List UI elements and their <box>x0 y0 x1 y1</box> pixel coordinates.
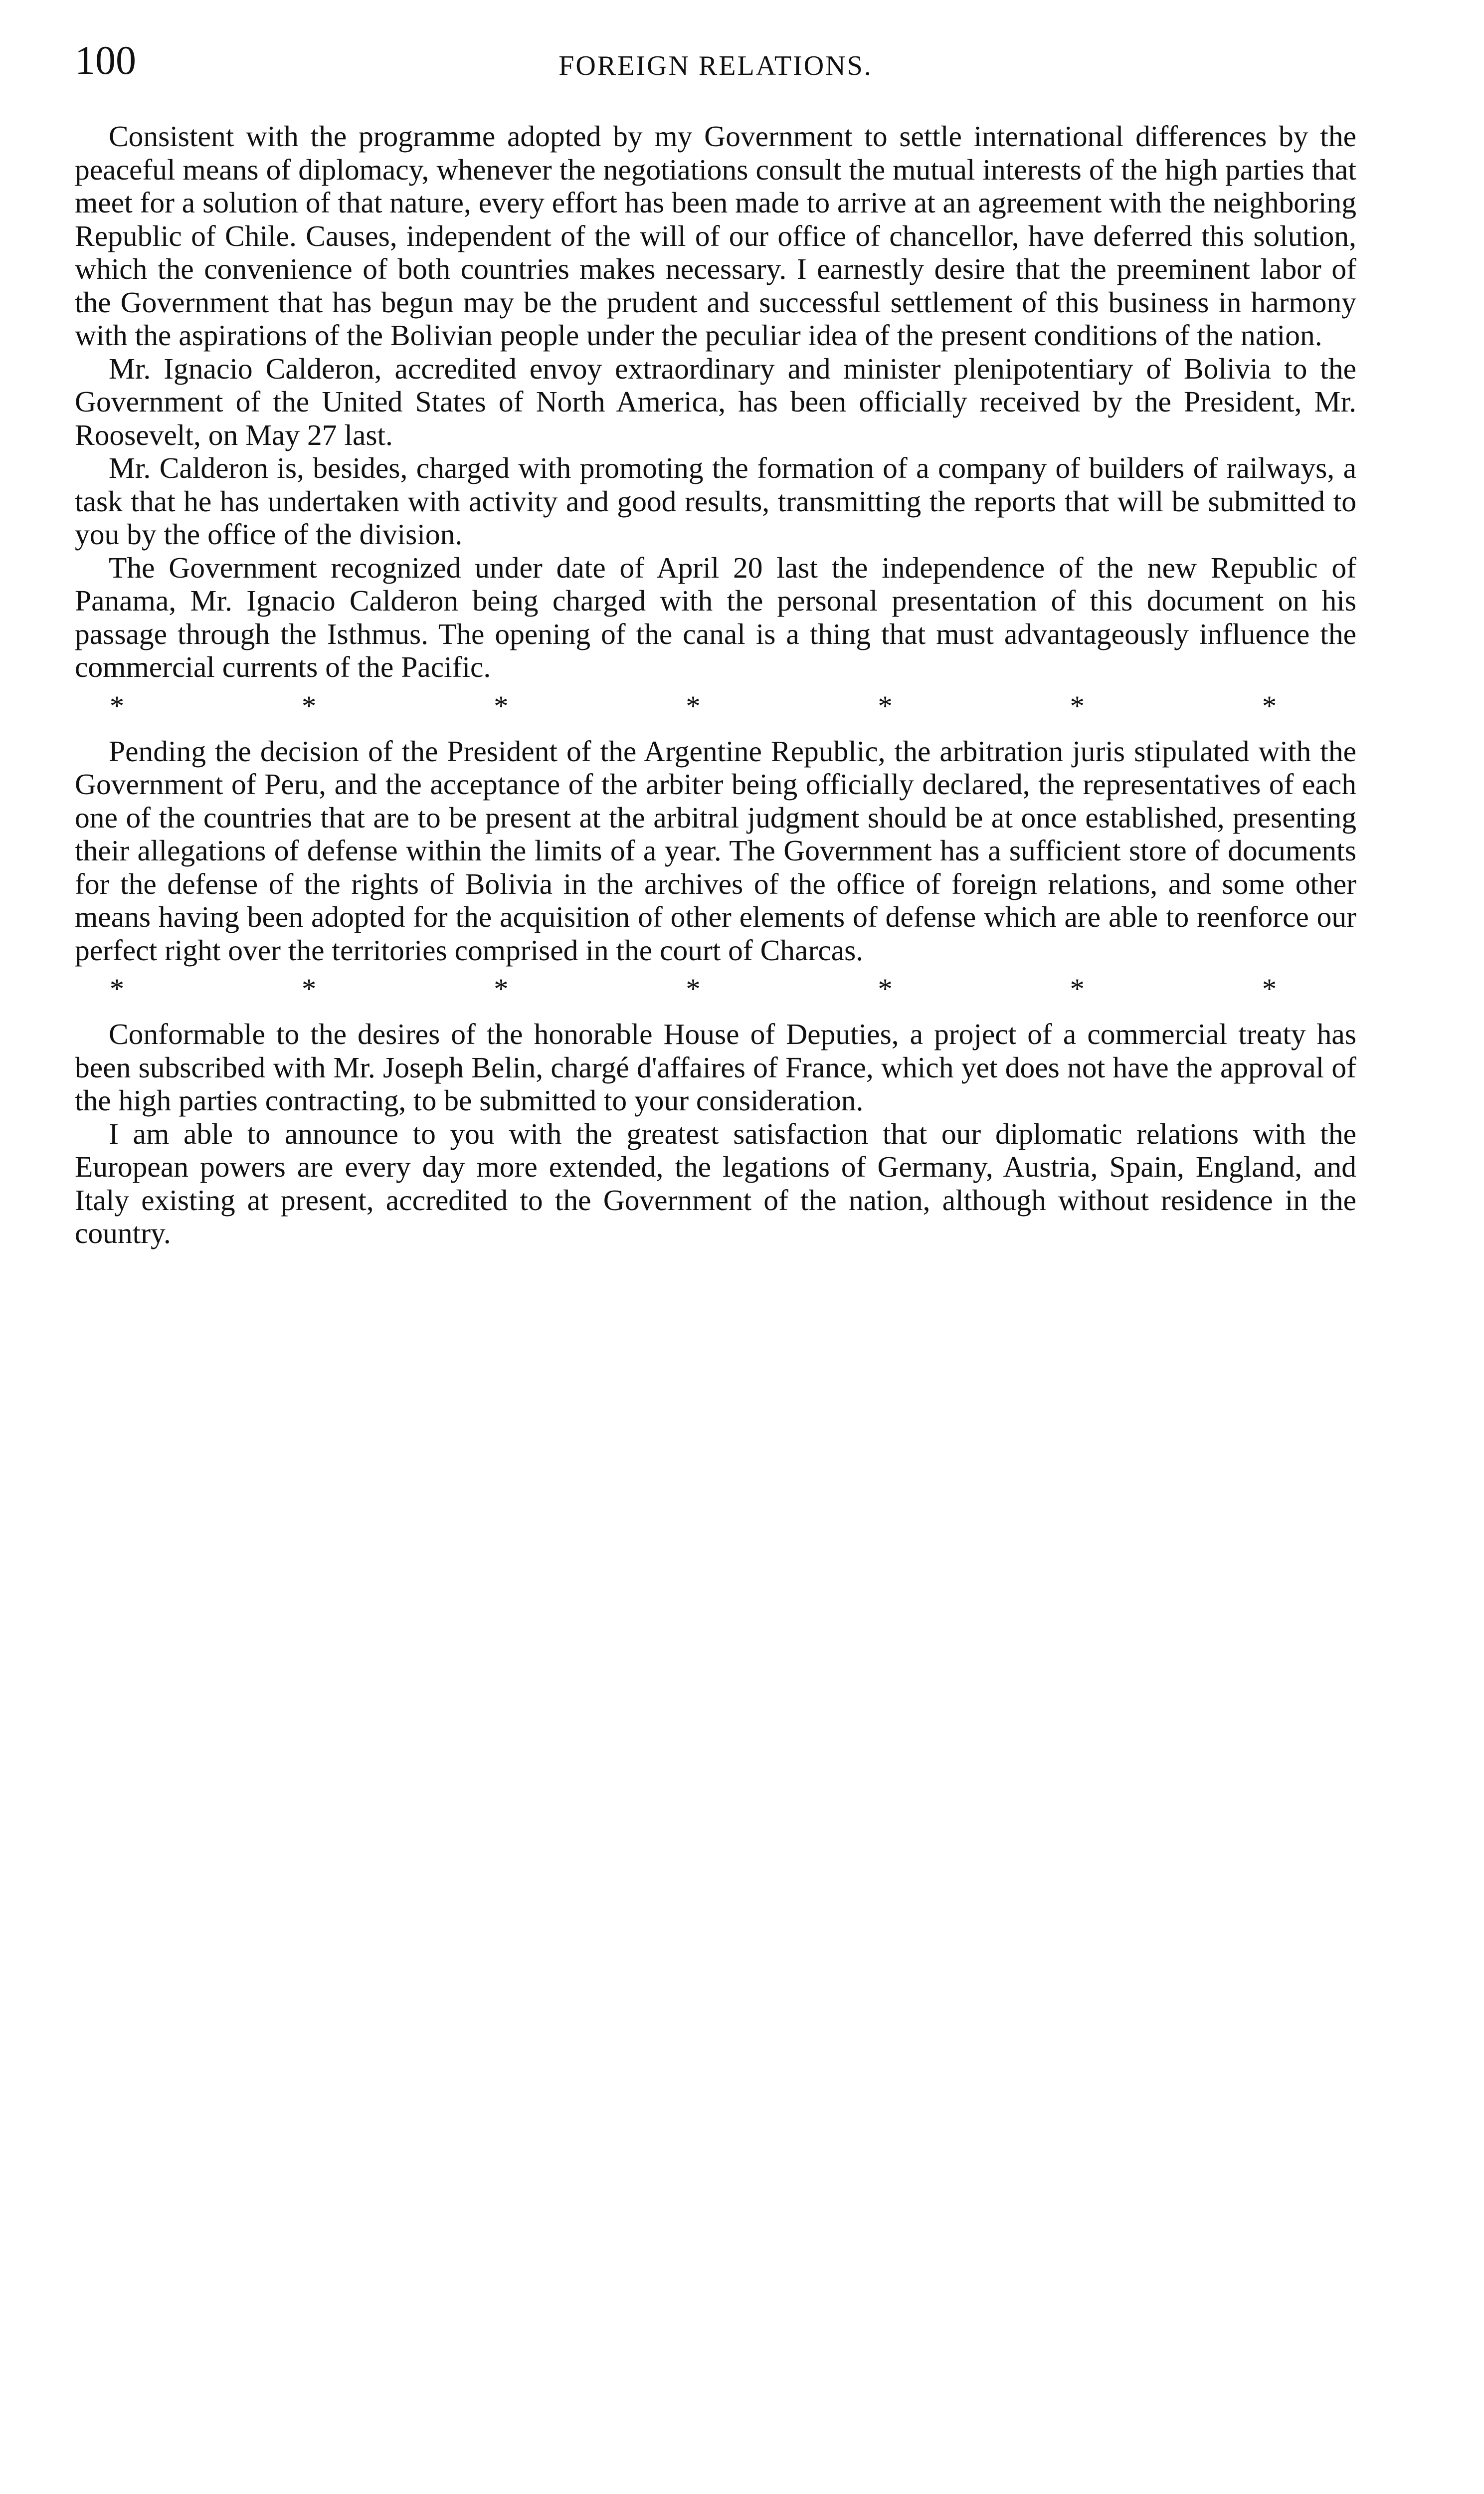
paragraph-chile: Consistent with the programme adopted by my Government to settle international differences by the peaceful means of diplomacy, whenever the negotiations consult the mutual interests of the high parties that meet for a solution of that nature, every effort has been made to arrive at an agreement with the neighboring Republic of Chile. Causes, independent of the will of our office of chancellor, have deferred this solution, which the convenience of both countries makes necessary. I earnestly desire that the preeminent labor of the Government that has begun may be the prudent and successful settlement of this business in harmony with the aspirations of the Bolivian people under the peculiar idea of the present conditions of the nation. <box>75 120 1356 352</box>
asterisk: * <box>494 689 509 722</box>
paragraph-european-relations: I am able to announce to you with the greatest satisfaction that our diplomatic relations with the European powers are every day more extended, the legations of Germany, Austria, Spain, England, and Italy existing at present, accredited to the Government of the nation, although without residence in the country. <box>75 1117 1356 1249</box>
document-page <box>75 35 1356 1250</box>
asterisk: * <box>878 973 893 1005</box>
running-title: FOREIGN RELATIONS. <box>558 50 873 81</box>
asterisk: * <box>1262 973 1277 1005</box>
asterisk-separator <box>75 973 1356 1006</box>
asterisk: * <box>686 689 701 722</box>
paragraph-calderon-railways: Mr. Calderon is, besides, charged with promoting the formation of a company of builders of railways, a task that he has undertaken with activity and good results, transmitting the reports that will be submitted to you by the office of the division. <box>75 451 1356 551</box>
paragraph-panama: The Government recognized under date of April 20 last the independence of the new Republic of Panama, Mr. Ignacio Calderon being charged with the personal presentation of this document on his passage through the Isthmus. The opening of the canal is a thing that must advantageously influence the commercial currents of the Pacific. <box>75 551 1356 683</box>
asterisk: * <box>878 689 893 722</box>
asterisk: * <box>1070 689 1085 722</box>
asterisk: * <box>302 973 317 1005</box>
paragraph-peru-arbitration: Pending the decision of the President of the Argentine Republic, the arbitration juris stipulated with the Government of Peru, and the acceptance of the arbiter being officially declared, the representatives of each one of the countries that are to be present at the arbitral judgment should be at once established, presenting their allegations of defense within the limits of a year. The Government has a sufficient store of documents for the defense of the rights of Bolivia in the archives of the office of foreign relations, and some other means having been adopted for the acquisition of other elements of defense which are able to reenforce our perfect right over the territories comprised in the court of Charcas. <box>75 734 1356 967</box>
asterisk: * <box>302 689 317 722</box>
asterisk: * <box>110 689 124 722</box>
paragraph-calderon-envoy: Mr. Ignacio Calderon, accredited envoy extraordinary and minister plenipotentiary of Bolivia to the Government of the United States of North America, has been officially received by the President, Mr. Roosevelt, on May 27 last. <box>75 352 1356 451</box>
paragraph-france-treaty: Conformable to the desires of the honorable House of Deputies, a project of a commercial treaty has been subscribed with Mr. Joseph Belin, chargé d'affaires of France, which yet does not have the approval of the high parties contracting, to be submitted to your consideration. <box>75 1018 1356 1117</box>
asterisk-separator <box>75 690 1356 723</box>
page-number: 100 <box>75 37 136 83</box>
body-text <box>75 120 1356 1250</box>
asterisk: * <box>1070 973 1085 1005</box>
asterisk: * <box>686 973 701 1005</box>
asterisk: * <box>1262 689 1277 722</box>
asterisk: * <box>110 973 124 1005</box>
running-head <box>75 35 1356 90</box>
asterisk: * <box>494 973 509 1005</box>
